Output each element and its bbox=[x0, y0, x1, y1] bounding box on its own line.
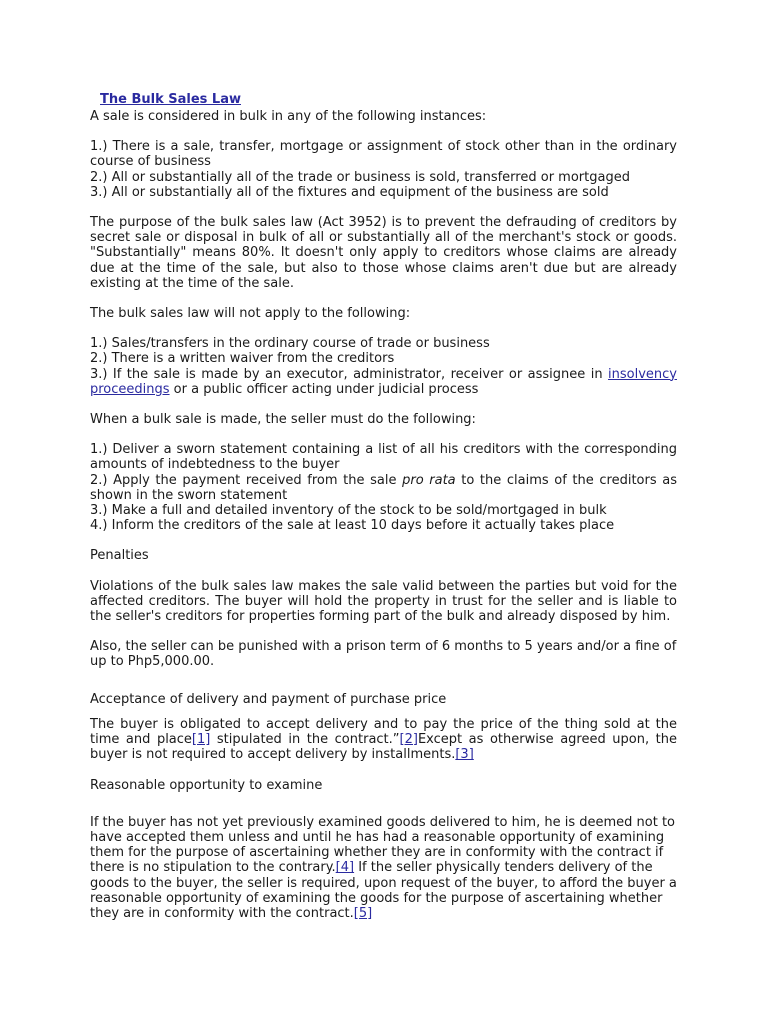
not-apply-list bbox=[90, 336, 677, 397]
examine-paragraph: If the buyer has not yet previously examined goods delivered to him, he is deemed not to have accepted them unless and until he has had a reasonable opportunity of examining them for the purpose of ascertaining whether they are in conformity with the contract if there is no stipulation to the contrary.[4] If the seller physically tenders delivery of the goods to the buyer, the seller is required, upon request of the buyer, to afford the buyer a reasonable opportunity of examining the goods for the purpose of ascertaining whether they are in conformity with the contract.[5] bbox=[90, 814, 677, 921]
footnote-link-4[interactable]: [4] bbox=[335, 860, 355, 876]
list-item: 1.) Deliver a sworn statement containing a list of all his creditors with the corresponding amounts of indebtedness to the buyer bbox=[90, 442, 677, 473]
footnote-link-5[interactable]: [5] bbox=[353, 905, 373, 921]
seller-duties-list bbox=[90, 442, 677, 533]
acceptance-paragraph: The buyer is obligated to accept delivery and to pay the price of the thing sold at the time and place[1] stipulated in the contract.”[2]Except as otherwise agreed upon, the buyer is not required to accept delivery by installments.[3] bbox=[90, 716, 677, 763]
list-item: 3.) If the sale is made by an executor, administrator, receiver or assignee in insolvency proceedings or a public officer acting under judicial process bbox=[90, 366, 677, 397]
page-title[interactable]: The Bulk Sales Law bbox=[100, 92, 241, 107]
pro-rata-emphasis: pro rata bbox=[402, 472, 456, 488]
acceptance-heading: Acceptance of delivery and payment of purchase price bbox=[90, 691, 447, 707]
penalties-heading: Penalties bbox=[90, 548, 149, 564]
examine-heading: Reasonable opportunity to examine bbox=[90, 777, 323, 793]
bulk-instances-list bbox=[90, 139, 677, 200]
violations-paragraph: Violations of the bulk sales law makes the sale valid between the parties but void for the affected creditors. The buyer will hold the property in trust for the seller and is liable to the seller's creditors for properties forming part of the bulk and already disposed by him. bbox=[90, 578, 677, 625]
punishment-paragraph: Also, the seller can be punished with a prison term of 6 months to 5 years and/or a fine of up to Php5,000.00. bbox=[90, 639, 677, 670]
not-apply-intro: The bulk sales law will not apply to the following: bbox=[90, 306, 411, 322]
list-item: 1.) Sales/transfers in the ordinary course of trade or business bbox=[90, 336, 490, 352]
document-body bbox=[90, 92, 677, 921]
purpose-paragraph: The purpose of the bulk sales law (Act 3952) is to prevent the defrauding of creditors by secret sale or disposal in bulk of all or substantially all of the merchant's stock or goods. "Substantially" means 80%. It doesn't only apply to creditors whose claims are already due at the time of the sale, but also to those whose claims aren't due but are already existing at the time of the sale. bbox=[90, 215, 677, 291]
list-item: 3.) Make a full and detailed inventory of the stock to be sold/mortgaged in bulk bbox=[90, 503, 607, 519]
footnote-link-2[interactable]: [2] bbox=[399, 732, 418, 748]
list-item: 3.) All or substantially all of the fixtures and equipment of the business are sold bbox=[90, 184, 609, 200]
list-item: 2.) There is a written waiver from the creditors bbox=[90, 351, 395, 367]
seller-duties-intro: When a bulk sale is made, the seller must do the following: bbox=[90, 412, 476, 428]
footnote-link-3[interactable]: [3] bbox=[455, 747, 474, 763]
footnote-link-1[interactable]: [1] bbox=[191, 732, 211, 748]
insolvency-proceedings-link[interactable]: insolvency proceedings bbox=[90, 366, 677, 397]
list-item: 4.) Inform the creditors of the sale at least 10 days before it actually takes place bbox=[90, 518, 615, 534]
list-item: 1.) There is a sale, transfer, mortgage or assignment of stock other than in the ordinary course of business bbox=[90, 139, 677, 170]
intro-text: A sale is considered in bulk in any of the following instances: bbox=[90, 109, 487, 124]
list-item: 2.) All or substantially all of the trade or business is sold, transferred or mortgaged bbox=[90, 169, 630, 185]
list-item: 2.) Apply the payment received from the sale pro rata to the claims of the creditors as shown in the sworn statement bbox=[90, 472, 677, 503]
